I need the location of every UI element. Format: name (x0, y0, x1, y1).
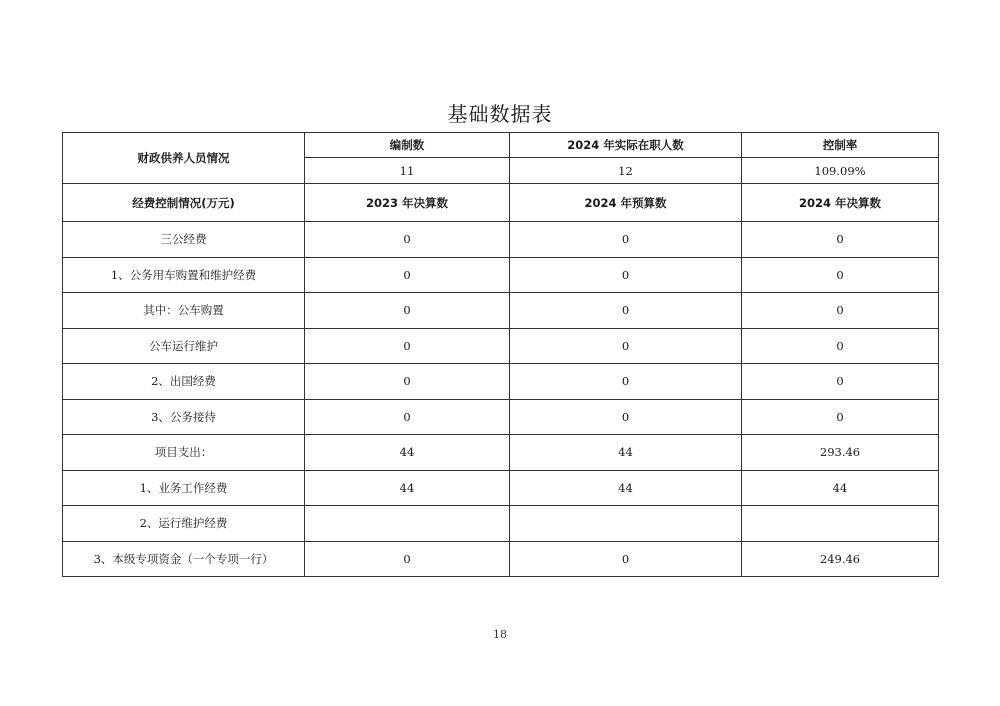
cell-final-2024: 249.46 (742, 541, 939, 577)
header-budget-2024: 2024 年预算数 (510, 184, 742, 222)
table-row (63, 257, 939, 293)
row-name: 三公经费 (63, 222, 305, 258)
page-number: 18 (493, 628, 507, 641)
cell-final-2023: 44 (305, 435, 510, 471)
table-row (63, 541, 939, 577)
cell-budget-2024: 0 (510, 364, 742, 400)
table-row (63, 328, 939, 364)
row-name: 项目支出： (63, 435, 305, 471)
row-name: 1、业务工作经费 (63, 470, 305, 506)
table-row (63, 470, 939, 506)
row-name: 2、出国经费 (63, 364, 305, 400)
cell-budget-2024: 0 (510, 541, 742, 577)
row-name: 1、公务用车购置和维护经费 (63, 257, 305, 293)
cell-final-2024: 0 (742, 293, 939, 329)
cell-final-2023: 0 (305, 364, 510, 400)
row-name: 3、公务接待 (63, 399, 305, 435)
cell-final-2024: 44 (742, 470, 939, 506)
cell-budget-2024: 44 (510, 435, 742, 471)
row-name: 3、本级专项资金（一个专项一行） (63, 541, 305, 577)
control-rate-value: 109.09% (742, 158, 939, 184)
row-name: 公车运行维护 (63, 328, 305, 364)
cell-budget-2024: 44 (510, 470, 742, 506)
cell-final-2023: 0 (305, 222, 510, 258)
cell-final-2023: 0 (305, 257, 510, 293)
cell-final-2024: 0 (742, 399, 939, 435)
expense-label: 经费控制情况(万元) (63, 184, 305, 222)
table-row (63, 435, 939, 471)
staffing-header-row (63, 133, 939, 158)
header-final-2023: 2023 年决算数 (305, 184, 510, 222)
expense-header-row (63, 184, 939, 222)
cell-final-2023: 44 (305, 470, 510, 506)
cell-final-2024 (742, 506, 939, 542)
cell-budget-2024: 0 (510, 222, 742, 258)
staffing-label: 财政供养人员情况 (63, 133, 305, 184)
header-control-rate: 控制率 (742, 133, 939, 158)
cell-final-2023: 0 (305, 399, 510, 435)
cell-budget-2024: 0 (510, 257, 742, 293)
basic-data-table (62, 132, 939, 577)
row-name: 其中：公车购置 (63, 293, 305, 329)
cell-final-2024: 0 (742, 222, 939, 258)
header-final-2024: 2024 年决算数 (742, 184, 939, 222)
staff-quota-value: 11 (305, 158, 510, 184)
cell-final-2024: 0 (742, 364, 939, 400)
cell-final-2023: 0 (305, 541, 510, 577)
row-name: 2、运行维护经费 (63, 506, 305, 542)
header-actual-staff-2024: 2024 年实际在职人数 (510, 133, 742, 158)
header-staff-quota: 编制数 (305, 133, 510, 158)
cell-final-2023 (305, 506, 510, 542)
cell-final-2023: 0 (305, 328, 510, 364)
cell-final-2024: 0 (742, 257, 939, 293)
table-row (63, 399, 939, 435)
page-title: 基础数据表 (447, 102, 553, 126)
cell-budget-2024 (510, 506, 742, 542)
table-row (63, 506, 939, 542)
cell-budget-2024: 0 (510, 399, 742, 435)
cell-final-2023: 0 (305, 293, 510, 329)
actual-staff-value: 12 (510, 158, 742, 184)
table-row (63, 222, 939, 258)
cell-budget-2024: 0 (510, 328, 742, 364)
cell-budget-2024: 0 (510, 293, 742, 329)
cell-final-2024: 293.46 (742, 435, 939, 471)
table-row (63, 293, 939, 329)
cell-final-2024: 0 (742, 328, 939, 364)
table-row (63, 364, 939, 400)
